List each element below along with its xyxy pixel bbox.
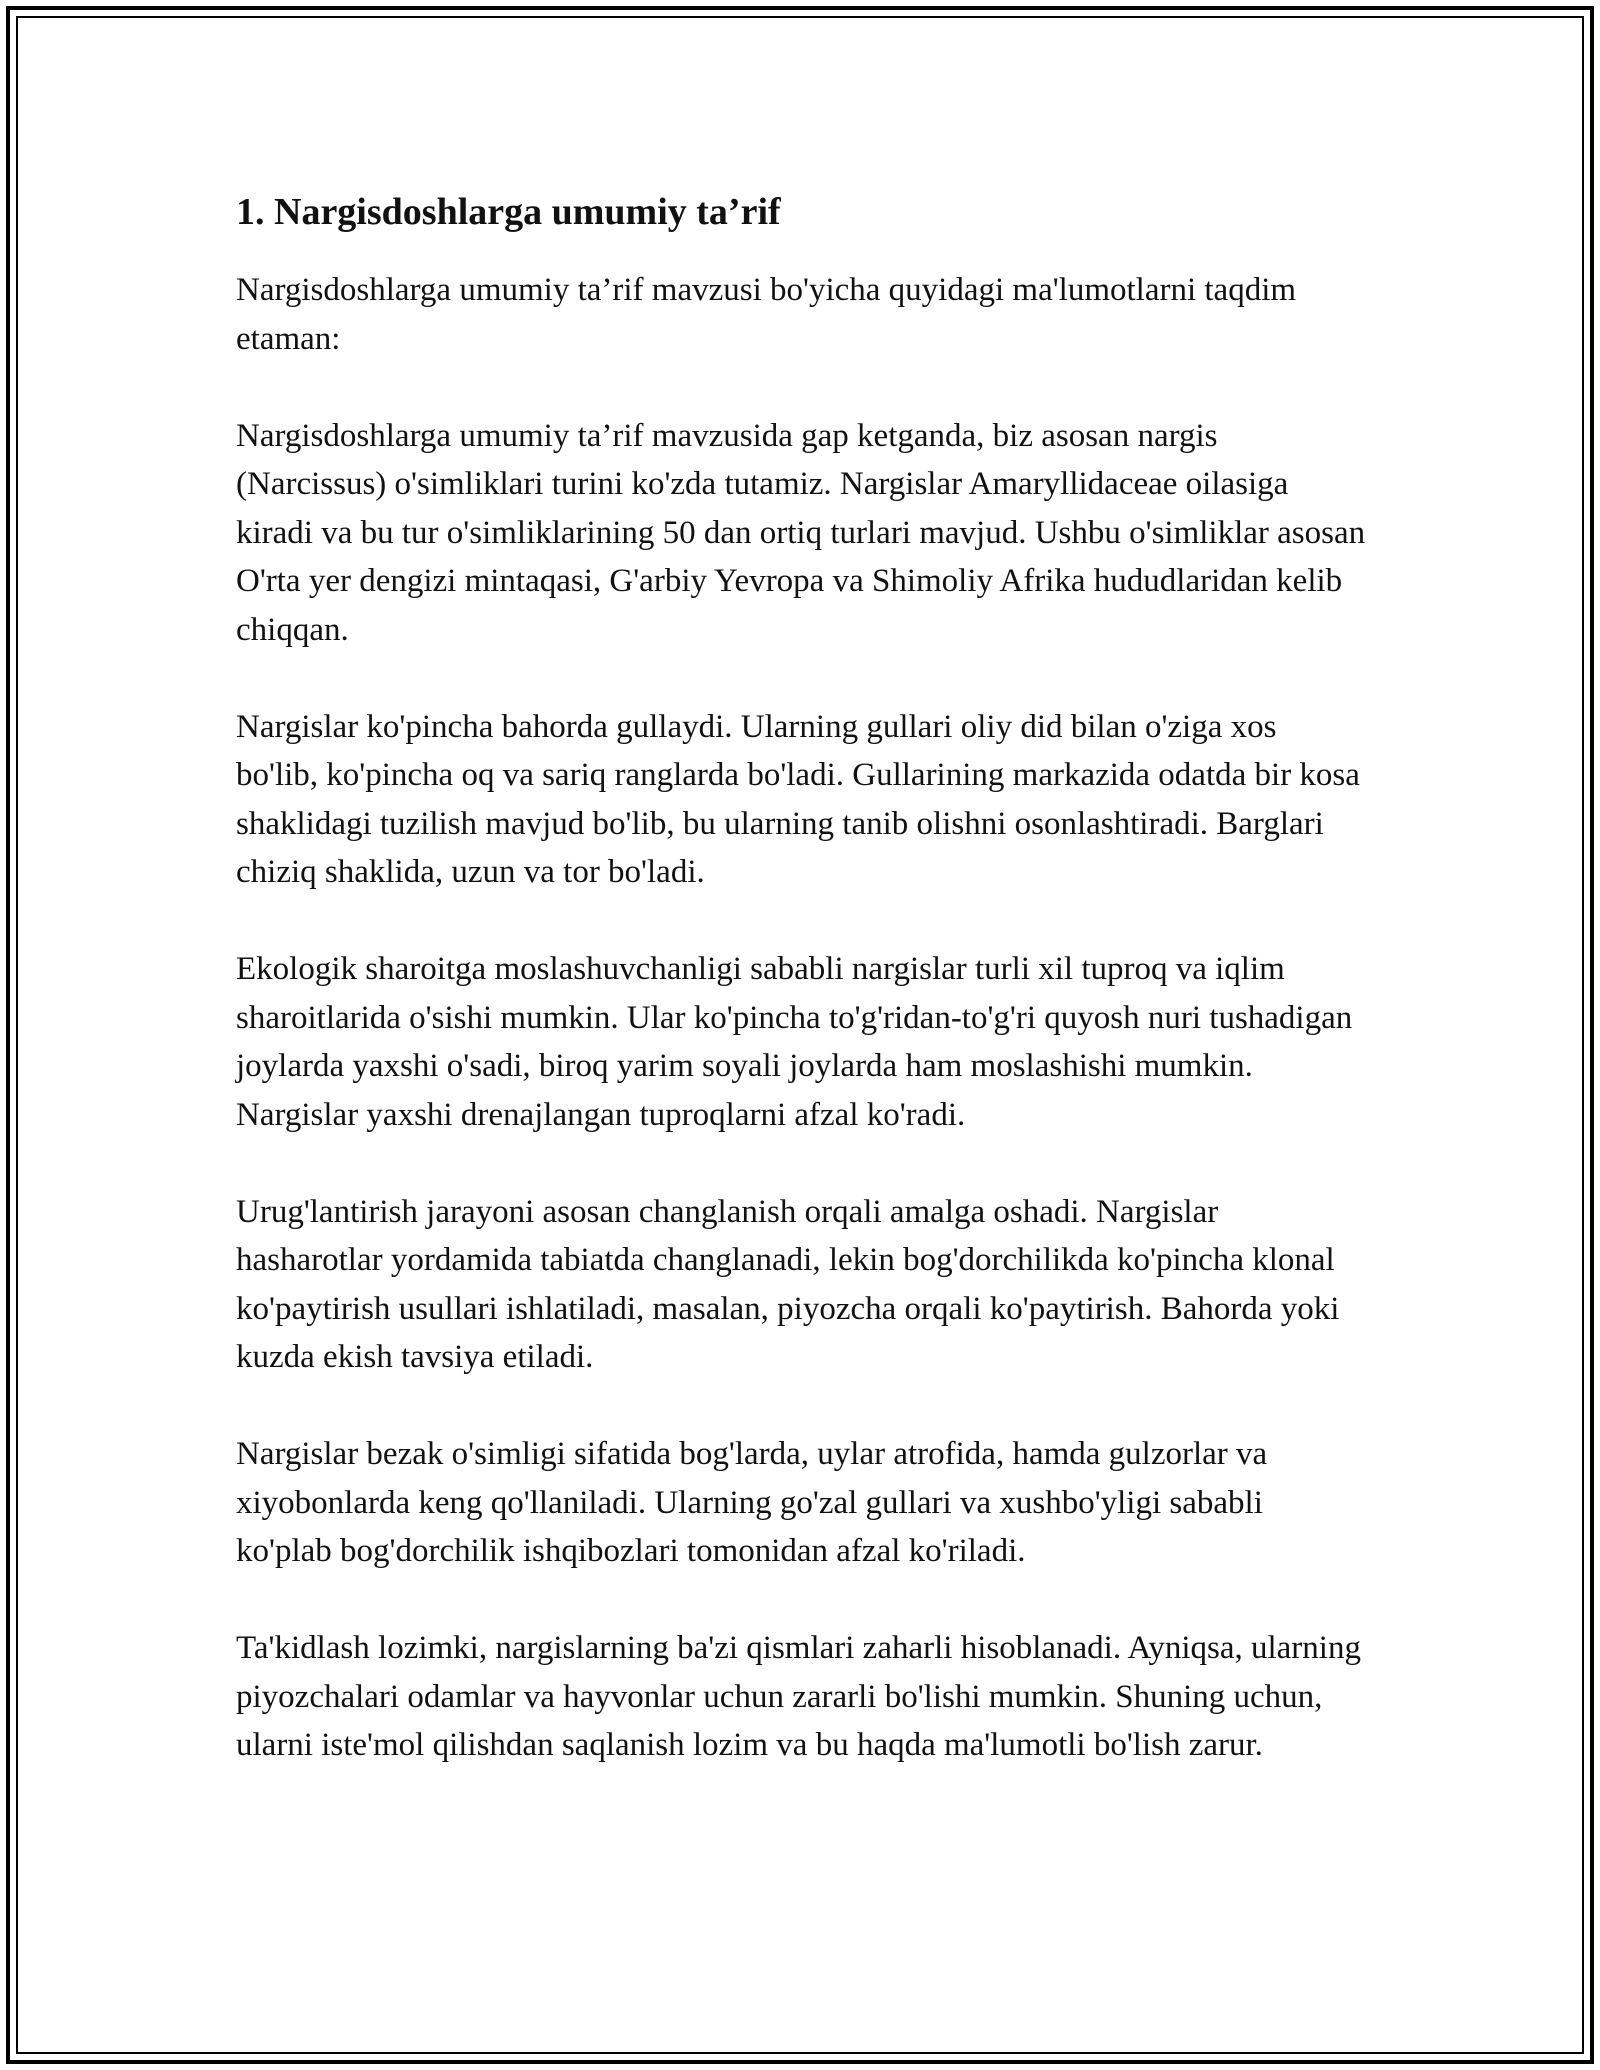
paragraph-overview: Nargisdoshlarga umumiy ta’rif mavzusida gap ketganda, biz asosan nargis (Narcissus) o'simliklari turini ko'zda tutamiz. Nargislar Amaryllidaceae oilasiga kiradi va bu tur o'simliklarining 50 dan ortiq turlari mavjud. Ushbu o'simliklar asosan O'rta yer dengizi mintaqasi, G'arbiy Yevropa va Shimoliy Afrika hududlaridan kelib chiqqan.: [236, 417, 1366, 648]
paragraph-ecology: Ekologik sharoitga moslashuvchanligi sababli nargislar turli xil tuproq va iqlim sharoitlarida o'sishi mumkin. Ular ko'pincha to'g'ridan-to'g'ri quyosh nuri tushadigan joylarda yaxshi o'sadi, biroq yarim soyali joylarda ham moslashishi mumkin. Nargislar yaxshi drenajlangan tuproqlarni afzal ko'radi.: [236, 951, 1353, 1133]
paragraph-intro: Nargisdoshlarga umumiy ta’rif mavzusi bo'yicha quyidagi ma'lumotlarni taqdim etaman:: [236, 272, 1297, 357]
document-body: [236, 184, 1366, 1818]
document-title: 1. Nargisdoshlarga umumiy ta’rif: [236, 191, 781, 233]
paragraph-flowering: Nargislar ko'pincha bahorda gullaydi. Ularning gullari oliy did bilan o'ziga xos bo'lib, ko'pincha oq va sariq ranglarda bo'ladi. Gullarining markazida odatda bir kosa shaklidagi tuzilish mavjud bo'lib, bu ularning tanib olishni osonlashtiradi. Barglari chiziq shaklida, uzun va tor bo'ladi.: [236, 708, 1360, 890]
paragraph-propagation: Urug'lantirish jarayoni asosan changlanish orqali amalga oshadi. Nargislar hasharotlar yordamida tabiatda changlanadi, lekin bog'dorchilikda ko'pincha klonal ko'paytirish usullari ishlatiladi, masalan, piyozcha orqali ko'paytirish. Bahorda yoki kuzda ekish tavsiya etiladi.: [236, 1193, 1340, 1375]
paragraph-ornamental-use: Nargislar bezak o'simligi sifatida bog'larda, uylar atrofida, hamda gulzorlar va xiyobonlarda keng qo'llaniladi. Ularning go'zal gullari va xushbo'yligi sababli ko'plab bog'dorchilik ishqibozlari tomonidan afzal ko'riladi.: [236, 1436, 1268, 1569]
paragraph-toxicity: Ta'kidlash lozimki, nargislarning ba'zi qismlari zaharli hisoblanadi. Ayniqsa, ularning piyozchalari odamlar va hayvonlar uchun zararli bo'lishi mumkin. Shuning uchun, ularni iste'mol qilishdan saqlanish lozim va bu haqda ma'lumotli bo'lish zarur.: [236, 1630, 1361, 1763]
